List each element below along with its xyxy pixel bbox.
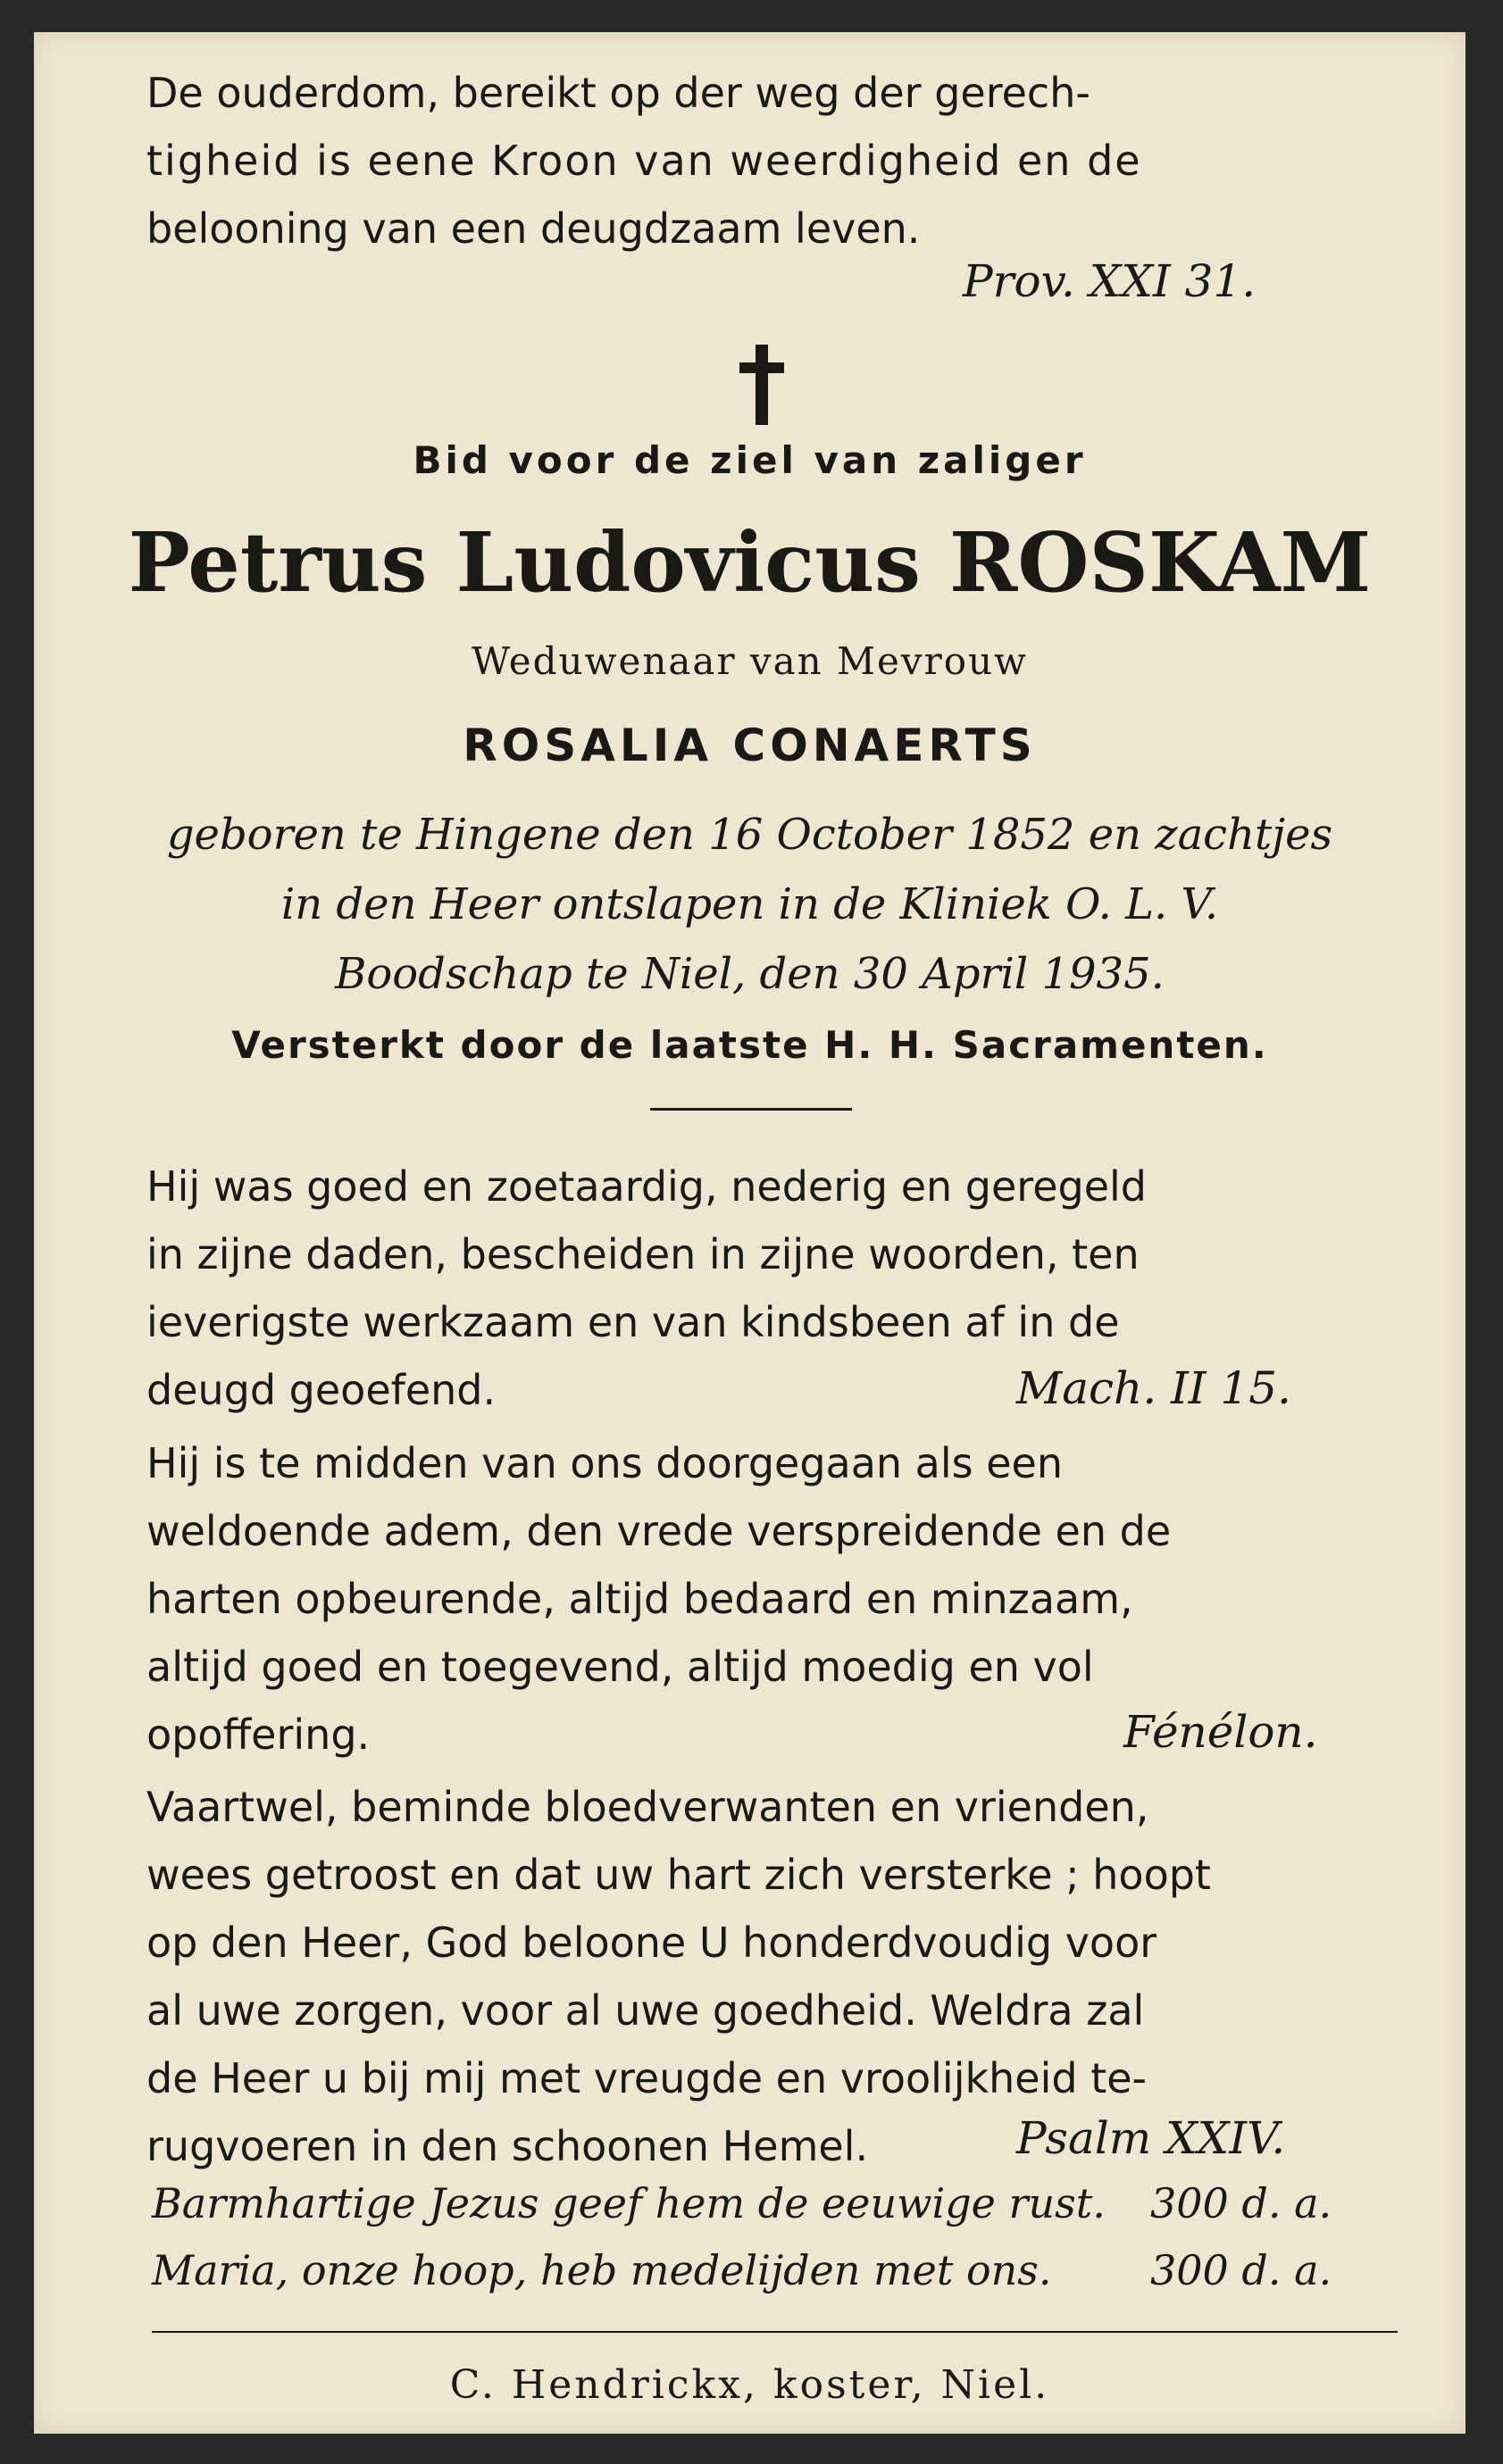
farewell-reference: Psalm XXIV. [1016,2112,1286,2164]
virtue-line: Hij was goed en zoetaardig, nederig en geregeld [146,1162,1147,1211]
epigraph-reference: Prov. XXI 31. [963,255,1257,307]
epigraph [146,59,1406,262]
footer-divider [152,2331,1398,2333]
dates-line: geboren te Hingene den 16 October 1852 en zachtjes [166,810,1333,860]
virtue-line: in zijne daden, bescheiden in zijne woorden, ten [146,1230,1140,1278]
cross-icon [739,345,784,425]
epigraph-line: tigheid is eene Kroon van weerdigheid en de [146,137,1142,185]
dates-line: Boodschap te Niel, den 30 April 1935. [335,949,1165,999]
fenelon-line: opoffering. [146,1711,371,1759]
prayer-indulgence-2: 300 d. a. [1150,2246,1332,2294]
fenelon-line: Hij is te midden van ons doorgegaan als een [146,1439,1063,1487]
birth-death-details [34,800,1465,1009]
virtue-line: ieverigste werkzaam en van kindsbeen af in de [146,1298,1120,1346]
dates-line: in den Heer ontslapen in de Kliniek O. L. V. [280,879,1219,929]
fenelon-reference: Fénélon. [1123,1706,1318,1758]
prayer-indulgence-1: 300 d. a. [1150,2179,1332,2227]
prayer-line-2: Maria, onze hoop, heb medelijden met ons. [152,2246,1052,2294]
sacraments-line: Versterkt door de laatste H. H. Sacramenten. [231,1023,1268,1067]
divider [650,1108,852,1111]
fenelon-line: weldoende adem, den vrede verspreidende en de [146,1507,1172,1555]
farewell-line: de Heer u bij mij met vreugde en vroolijkheid te- [146,2054,1148,2102]
prayer-line-1: Barmhartige Jezus geef hem de eeuwige rust. [152,2179,1106,2227]
virtue-line: deugd geoefend. [146,1366,497,1414]
farewell-line: al uwe zorgen, voor al uwe goedheid. Weldra zal [146,1986,1145,2035]
pray-line: Bid voor de ziel van zaliger [413,438,1087,482]
spouse-name: ROSALIA CONAERTS [463,720,1037,771]
farewell-line: Vaartwel, beminde bloedverwanten en vrienden, [146,1783,1149,1831]
fenelon-line: harten opbeurende, altijd bedaard en minzaam, [146,1575,1133,1623]
widower-line: Weduwenaar van Mevrouw [471,639,1029,683]
farewell-line: wees getroost en dat uw hart zich versterke ; hoopt [146,1851,1211,1899]
virtue-reference: Mach. II 15. [1016,1362,1291,1414]
deceased-name: Petrus Ludovicus ROSKAM [128,514,1372,611]
printer-credit: C. Hendrickx, koster, Niel. [449,2362,1050,2408]
epigraph-line: De ouderdom, bereikt op der weg der gerech- [146,69,1090,117]
farewell-line: op den Heer, God beloone U honderdvoudig voor [146,1919,1157,1967]
memorial-card [34,32,1465,2434]
fenelon-line: altijd goed en toegevend, altijd moedig en vol [146,1643,1094,1691]
farewell-line: rugvoeren in den schoonen Hemel. [146,2122,869,2170]
epigraph-line: belooning van een deugdzaam leven. [146,204,921,253]
